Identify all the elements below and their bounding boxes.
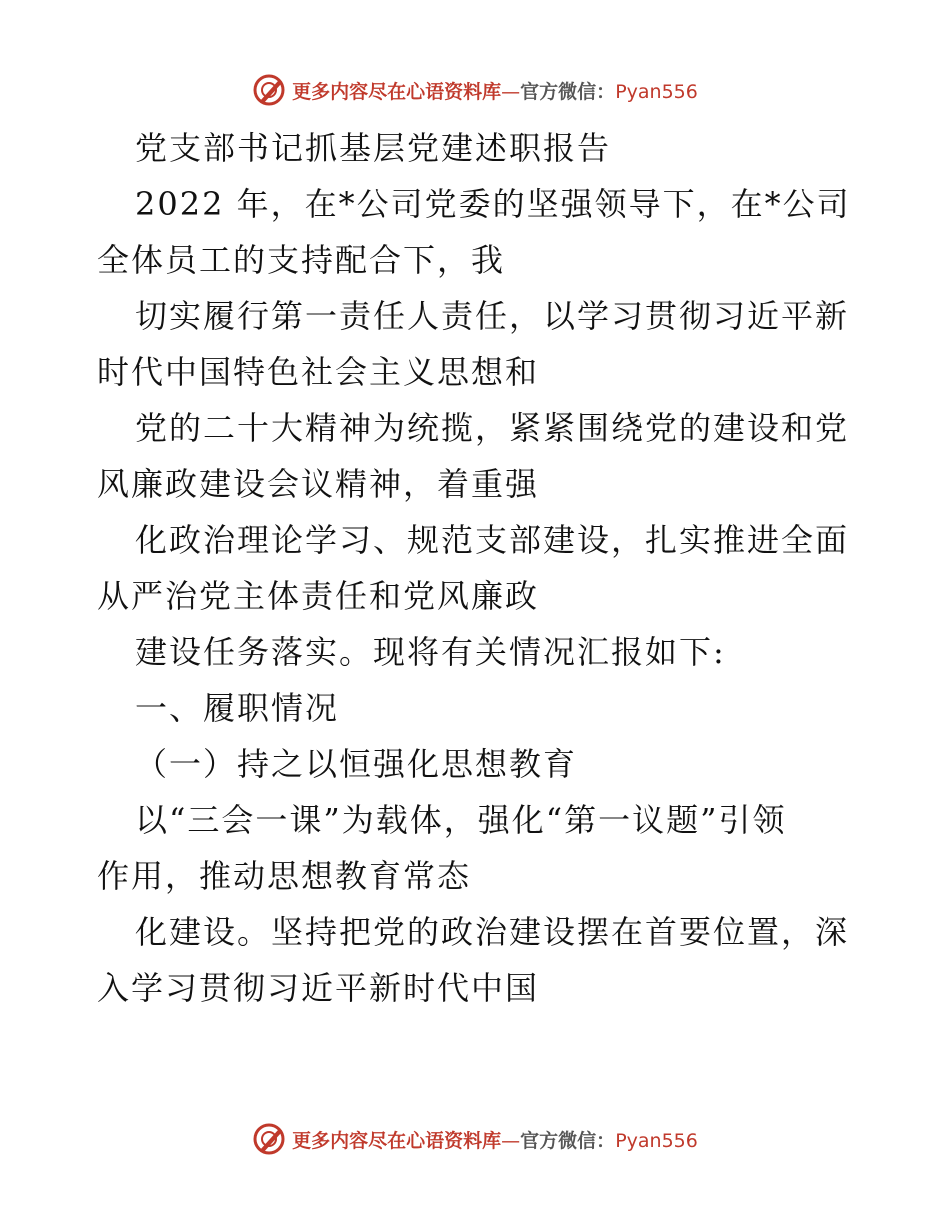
document-title: 党支部书记抓基层党建述职报告: [135, 129, 612, 167]
banner-wechat-label: 官方微信：: [520, 80, 616, 103]
paragraph-line: 化建设。坚持把党的政治建设摆在首要位置，深: [135, 913, 850, 951]
paragraph-line: 风廉政建设会议精神，着重强: [97, 465, 540, 503]
banner-text: [292, 77, 698, 104]
pen-circle-logo-icon: [252, 1122, 286, 1156]
document-body: [97, 120, 857, 1016]
banner-wechat-id: Pyan556: [615, 1129, 698, 1152]
paragraph-line: 全体员工的支持配合下，我: [97, 241, 506, 279]
paragraph-line: 党的二十大精神为统揽，紧紧围绕党的建设和党: [135, 409, 850, 447]
footer-watermark-banner: [0, 1119, 950, 1159]
paragraph-line: 以“三会一课”为载体，强化“第一议题”引领: [135, 801, 787, 839]
subsection-heading: （一）持之以恒强化思想教育: [135, 745, 578, 783]
banner-wechat-id: Pyan556: [615, 80, 698, 103]
banner-main-text: 更多内容尽在心语资料库: [292, 1129, 502, 1152]
banner-text: [292, 1126, 698, 1153]
banner-separator: —: [501, 80, 521, 103]
paragraph-line: 化政治理论学习、规范支部建设，扎实推进全面: [135, 521, 850, 559]
paragraph-line: 2022 年，在*公司党委的坚强领导下，在*公司: [135, 185, 851, 223]
header-watermark-banner: [0, 70, 950, 110]
banner-separator: —: [501, 1129, 521, 1152]
pen-circle-logo-icon: [252, 73, 286, 107]
paragraph-line: 时代中国特色社会主义思想和: [97, 353, 540, 391]
paragraph-line: 从严治党主体责任和党风廉政: [97, 577, 540, 615]
banner-wechat-label: 官方微信：: [520, 1129, 616, 1152]
section-heading: 一、履职情况: [135, 689, 340, 727]
paragraph-line: 入学习贯彻习近平新时代中国: [97, 969, 540, 1007]
banner-main-text: 更多内容尽在心语资料库: [292, 80, 502, 103]
paragraph-line: 建设任务落实。现将有关情况汇报如下:: [135, 633, 726, 671]
paragraph-line: 切实履行第一责任人责任，以学习贯彻习近平新: [135, 297, 850, 335]
paragraph-line: 作用，推动思想教育常态: [97, 857, 472, 895]
